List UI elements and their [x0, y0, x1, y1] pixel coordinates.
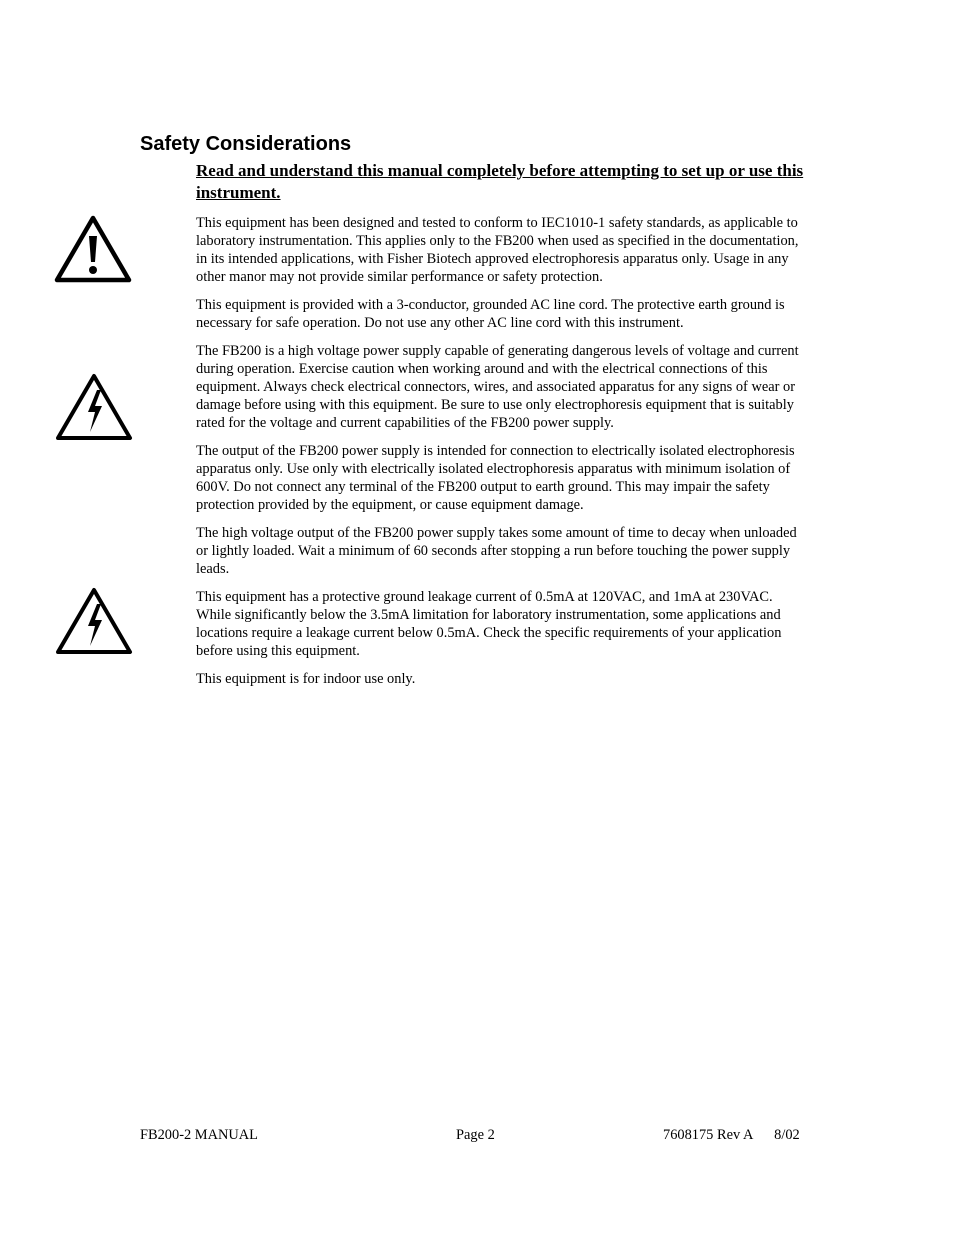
warning-heading: Read and understand this manual completely before attempting to set up or use this instrument.: [196, 161, 804, 202]
main-content: [196, 160, 810, 698]
high-voltage-icon-2: [55, 586, 133, 656]
paragraph-isolation: The output of the FB200 power supply is intended for connection to electrically isolated electrophoresis apparatus only. Use only with electrically isolated electrophoresis apparatus with minimum isolation of 600V. Do not connect any terminal of the FB200 output to earth ground. This may impair the safety protection provided by the equipment, or cause equipment damage.: [196, 443, 795, 513]
caution-exclamation-icon: [54, 214, 132, 284]
paragraph-decay-time: The high voltage output of the FB200 power supply takes some amount of time to decay when unloaded or lightly loaded. Wait a minimum of 60 seconds after stopping a run before touching the power supply leads.: [196, 525, 797, 577]
paragraph-leakage-current: This equipment has a protective ground leakage current of 0.5mA at 120VAC, and 1mA at 230VAC. While significantly below the 3.5mA limitation for laboratory instrumentation, some applications and locations require a leakage current below 0.5mA. Check the specific requirements of your application before using this equipment.: [196, 589, 782, 659]
footer-page-number: Page 2: [456, 1127, 495, 1143]
paragraph-line-cord: This equipment is provided with a 3-conductor, grounded AC line cord. The protective earth ground is necessary for safe operation. Do not use any other AC line cord with this instrument.: [196, 297, 785, 331]
page-title: Safety Considerations: [140, 133, 352, 155]
paragraph-high-voltage: The FB200 is a high voltage power supply capable of generating dangerous levels of voltage and current during operation. Exercise caution when working around and with the electrical connections of this equipment. Always check electrical connectors, wires, and associated apparatus for any signs of wear or damage before using with this equipment. Be sure to use only electrophoresis equipment that is suitably rated for the voltage and current capabilities of the FB200 power supply.: [196, 343, 799, 431]
high-voltage-icon: [55, 372, 133, 442]
footer-manual-name: FB200-2 MANUAL: [140, 1127, 258, 1143]
paragraph-iec-compliance: This equipment has been designed and tested to conform to IEC1010-1 safety standards, as applicable to laboratory instrumentation. This applies only to the FB200 when used as specified in the documentation, in its intended applications, with Fisher Biotech approved electrophoresis apparatus only. Usage in any other manor may not provide similar performance or safety protection.: [196, 215, 799, 285]
paragraph-indoor-use: This equipment is for indoor use only.: [196, 671, 416, 687]
footer-revision: 7608175 Rev A 8/02: [663, 1127, 800, 1143]
